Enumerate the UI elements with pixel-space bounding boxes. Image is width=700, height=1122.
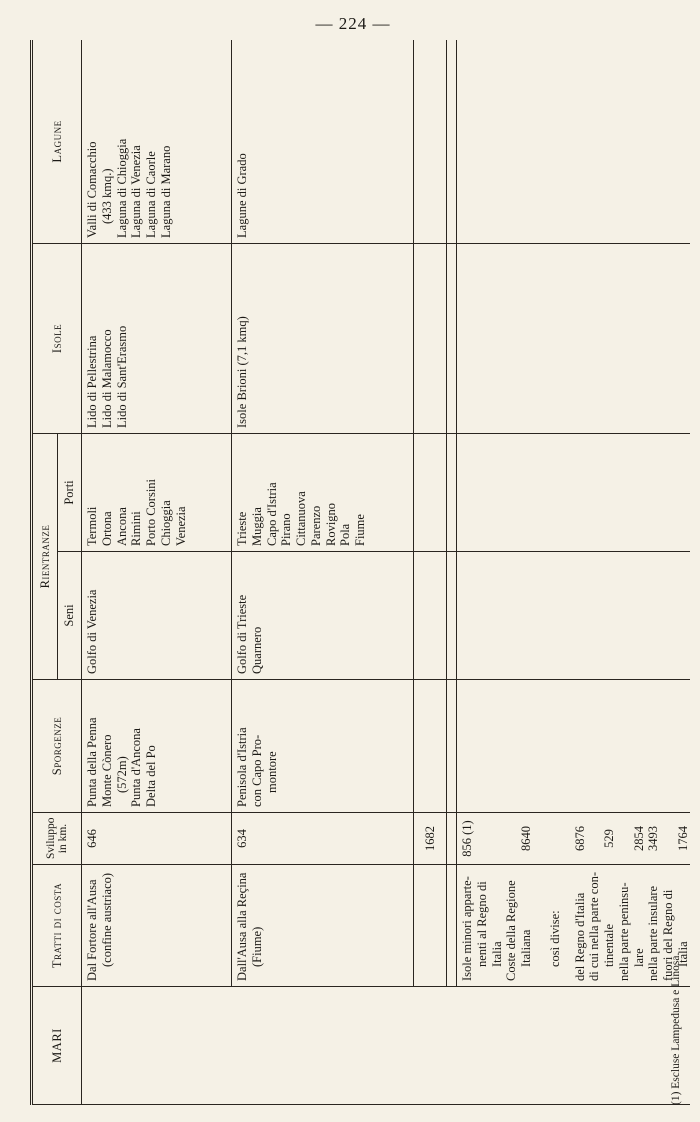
header-porti: Porti xyxy=(58,433,82,551)
header-seni: Seni xyxy=(58,552,82,680)
empty-cell xyxy=(457,680,691,813)
header-isole: Isole xyxy=(32,243,82,433)
sporgenze-cell: Punta della Penna Monte Cònero (572m) Punta d'Ancona Delta del Po xyxy=(82,680,232,813)
total-row xyxy=(414,40,447,1105)
empty-cell xyxy=(447,433,457,551)
empty-cell xyxy=(457,552,691,680)
empty-cell xyxy=(414,433,447,551)
isole-cell: Isole Brioni (7,1 kmq) xyxy=(232,243,414,433)
summary-labels: Isole minori apparte- nenti al Regno di Italia Coste della Regione Italiana così divise: del Regno d'Italia di cui nella parte con- tinentale nella parte peninsu- lare nella parte insulare fuori del Regno di Italia xyxy=(457,865,691,987)
lagune-cell: Valli di Comacchio (433 kmq.) Laguna di Chioggia Laguna di Venezia Laguna di Caorle Laguna di Marano xyxy=(82,40,232,243)
empty-cell xyxy=(447,40,457,243)
lagune-cell: Lagune di Grado xyxy=(232,40,414,243)
tratto-cell xyxy=(414,865,447,987)
empty-cell xyxy=(447,552,457,680)
empty-cell xyxy=(457,243,691,433)
empty-cell xyxy=(414,40,447,243)
sporgenze-cell: Penisola d'Istria con Capo Pro- montore xyxy=(232,680,414,813)
tratto-cell: Dal Fortore all'Ausa (confine austriaco) xyxy=(82,865,232,987)
empty-cell xyxy=(457,40,691,243)
isole-cell: Lido di Pellestrina Lido di Malamocco Lido di Sant'Erasmo xyxy=(82,243,232,433)
empty-cell xyxy=(414,552,447,680)
empty-cell xyxy=(457,433,691,551)
porti-cell: Termoli Ortona Ancona Rimini Porto Corsini Chioggia Venezia xyxy=(82,433,232,551)
header-rientranze: Rientranze xyxy=(32,433,58,679)
header-sviluppo: Sviluppo in km. xyxy=(32,813,82,865)
empty-cell xyxy=(447,680,457,813)
empty-cell xyxy=(447,813,457,865)
table-row xyxy=(232,40,414,1105)
porti-cell: Trieste Muggia Capo d'Istria Pirano Cittanuova Parenzo Rovigno Pola Fiume xyxy=(232,433,414,551)
summary-row xyxy=(457,40,691,1105)
summary-values: 856 (1) 8640 6876 529 2854 3493 1764 xyxy=(457,813,691,865)
empty-cell xyxy=(414,680,447,813)
total-value: 1682 xyxy=(414,813,447,865)
coast-table xyxy=(30,40,690,1105)
seni-cell: Golfo di Venezia xyxy=(82,552,232,680)
seni-cell: Golfo di Trieste Quarnero xyxy=(232,552,414,680)
header-mari: MARI xyxy=(32,987,82,1105)
header-sporgenze: Sporgenze xyxy=(32,680,82,813)
tratto-cell: Dall'Ausa alla Reçina (Fiume) xyxy=(232,865,414,987)
mari-cell xyxy=(82,987,691,1105)
header-lagune: Lagune xyxy=(32,40,82,243)
spacer-row xyxy=(447,40,457,1105)
page-number: — 224 — xyxy=(315,14,391,33)
header-tratti: Tratti di costa xyxy=(32,865,82,987)
footnote: (1) Escluse Lampedusa e Linosa. xyxy=(670,952,682,1105)
rotated-content xyxy=(30,40,690,1105)
rotated-page xyxy=(30,40,690,1105)
table-row xyxy=(82,40,232,1105)
sviluppo-cell: 646 xyxy=(82,813,232,865)
empty-cell xyxy=(447,243,457,433)
empty-cell xyxy=(414,243,447,433)
empty-cell xyxy=(447,865,457,987)
sviluppo-cell: 634 xyxy=(232,813,414,865)
